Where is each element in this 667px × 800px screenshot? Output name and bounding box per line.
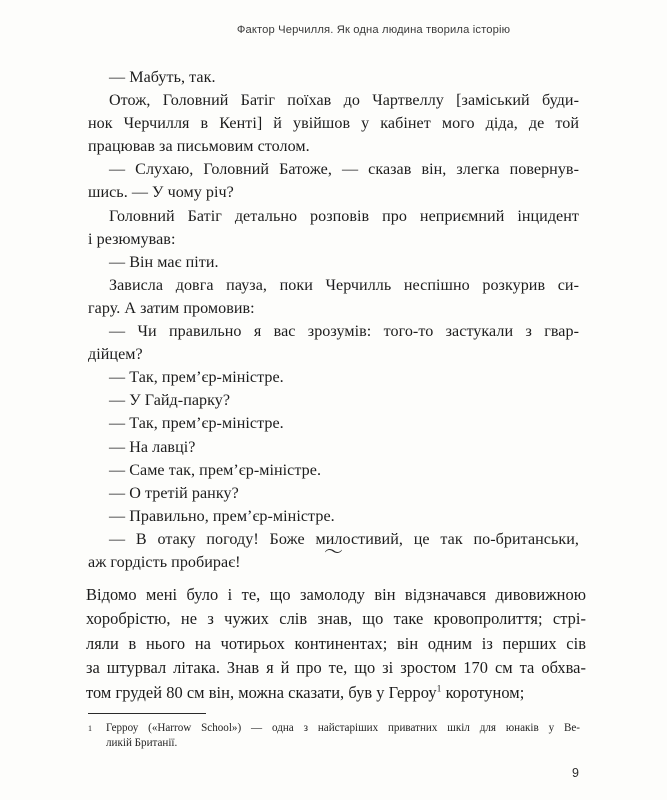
text-line: Головний Батіг детально розповів про неприємний інцидент [109,207,579,225]
body-paragraph [88,320,579,366]
body-paragraph [88,205,579,251]
text-segment: коротуном; [441,682,525,702]
text-line: — О третій ранку? [109,484,239,502]
text-line: — Чи правильно я вас зрозумів: того-то застукали з гвар- [109,323,579,341]
text-line: — Саме так, прем’єр-міністре. [109,461,322,479]
text-line: Герроу («Harrow School») — одна з найстаріших приватних шкіл для юнаків у Ве- [106,722,580,734]
text-line: хоробрістю, не з чужих слів знав, що таке кровопролиття; стрі- [86,609,586,629]
text-line: Відомо мені було і те, що замолоду він відзначався дивовижною [86,585,586,604]
footnote-text [106,721,580,752]
text-line: — У Гайд-парку? [109,392,231,410]
body-paragraph [88,274,579,320]
text-line-with-footnote-ref [86,681,586,705]
running-header: Фактор Черчилля. Як одна людина творила історію [236,24,511,36]
text-line: нок Черчилля в Кенті] й увійшов у кабінет мого діда, де той [88,115,579,133]
text-line: — В отаку погоду! Боже милостивий, це так по-британськи, [109,530,579,548]
text-line: працював за письмовим столом. [88,138,310,156]
footnote-block [88,713,580,752]
text-line: Отож, Головний Батіг поїхав до Чартвеллу [заміський буди- [109,92,579,110]
text-line: гару. А затим промовив: [88,299,255,317]
text-segment: том грудей 80 см він, можна сказати, був у Герроу [86,682,437,702]
dialogue-line [88,366,579,389]
dialogue-line [88,505,579,528]
text-line: — На лавці? [109,438,196,456]
dialogue-line [88,459,579,482]
body-text-column [88,66,579,574]
footnote-body [88,721,580,752]
body-paragraph [88,251,579,274]
body-paragraph [88,66,579,89]
body-paragraph [88,89,579,158]
text-line: Зависла довга пауза, поки Черчилль неспішно розкурив си- [109,276,579,294]
footnote-marker: 1 [88,724,92,733]
text-line: — Так, прем’єр-міністре. [109,415,284,433]
text-line: і резюмував: [88,230,176,248]
text-line: — Мабуть, так. [109,69,216,86]
text-line: — Слухаю, Головний Батоже, — сказав він, злегка повернув- [109,161,579,179]
text-line: за штурвал літака. Знав я й про те, що зі зростом 170 см та обхва- [86,658,586,678]
dialogue-line [88,436,579,459]
body-paragraph [88,158,579,204]
text-line: — Так, прем’єр-міністре. [109,369,284,387]
text-line: ликій Британії. [106,737,178,750]
text-line: аж гордість пробирає! [88,553,241,571]
footnote-rule [88,713,206,714]
closing-paragraph [86,583,586,705]
section-separator-tilde: 〜 [323,542,343,563]
dialogue-line [88,389,579,412]
page-number: 9 [572,766,579,780]
text-line: ляли в нього на чотирьох континентах; він одним із перших сів [86,633,586,653]
text-line: дійцем? [88,346,143,364]
text-line: — Правильно, прем’єр-міністре. [109,507,335,525]
text-line: — Він має піти. [109,253,219,271]
dialogue-line [88,482,579,505]
footnote-reference[interactable]: 1 [436,684,442,695]
dialogue-line [88,412,579,435]
text-line: шись. — У чому річ? [88,184,234,202]
